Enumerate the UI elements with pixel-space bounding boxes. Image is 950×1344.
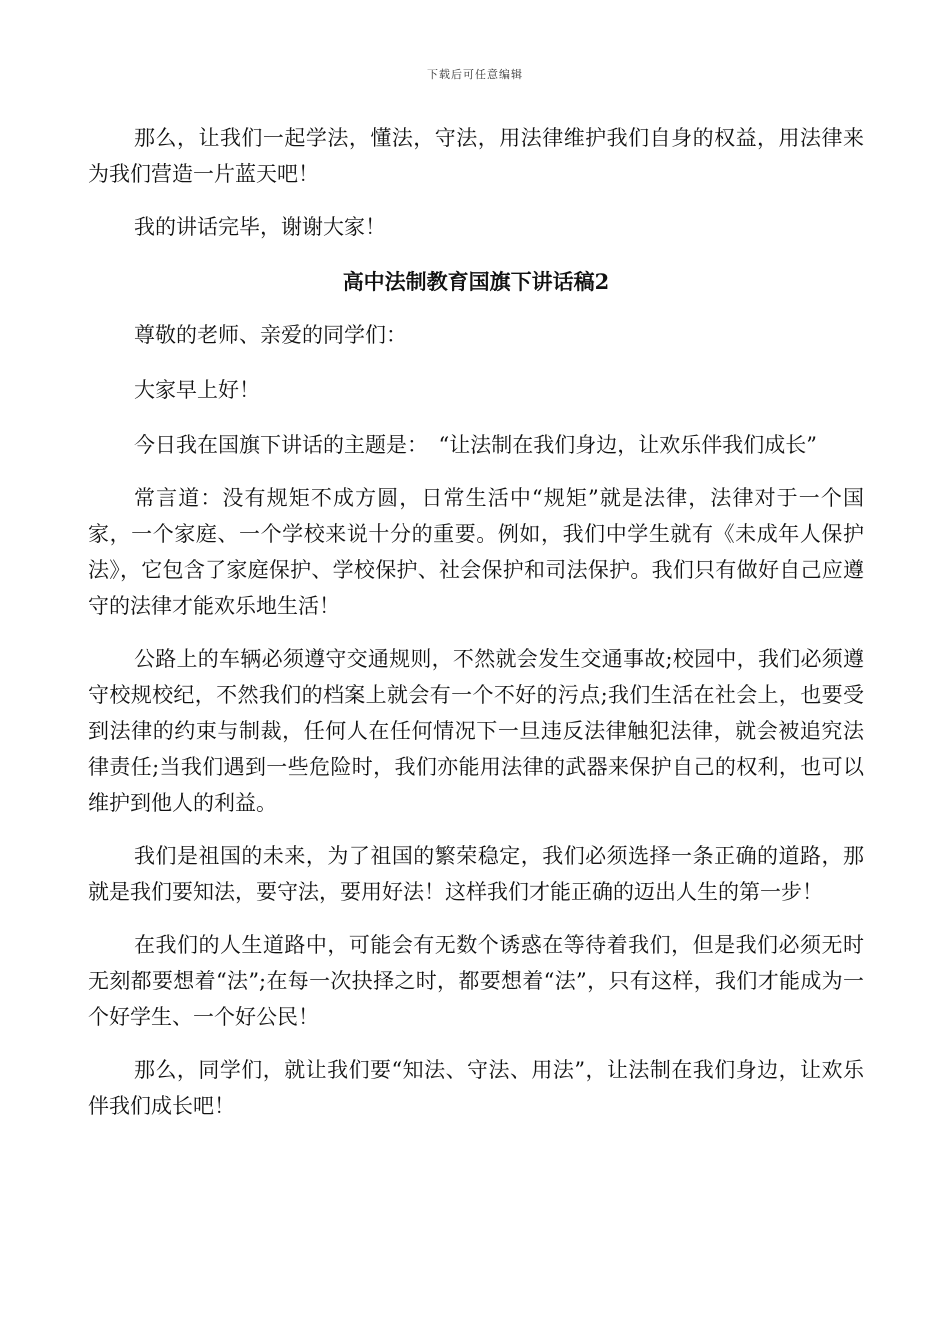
paragraph-conclusion: 那么，同学们，就让我们要“知法、守法、用法”，让法制在我们身边，让欢乐伴我们成长吧！ — [88, 1058, 864, 1118]
document-body — [88, 120, 864, 1141]
page-header: 下载后可任意编辑 — [427, 68, 523, 81]
paragraph-future: 我们是祖国的未来，为了祖国的繁荣稳定，我们必须选择一条正确的道路，那就是我们要知法，要守法，要用好法！这样我们才能正确的迈出人生的第一步！ — [88, 844, 864, 904]
paragraph-closing-thanks: 我的讲话完毕，谢谢大家！ — [134, 215, 386, 239]
paragraph-rules: 常言道：没有规矩不成方圆，日常生活中“规矩”就是法律，法律对于一个国家，一个家庭、一个学校来说十分的重要。例如，我们中学生就有《未成年人保护法》，它包含了家庭保护、学校保护、社会保护和司法保护。我们只有做好自己应遵守的法律才能欢乐地生活！ — [88, 486, 864, 618]
paragraph-traffic: 公路上的车辆必须遵守交通规则，不然就会发生交通事故;校园中，我们必须遵守校规校纪，不然我们的档案上就会有一个不好的污点;我们生活在社会上，也要受到法律的约束与制裁，任何人在任何情况下一旦违反法律触犯法律，就会被追究法律责任;当我们遇到一些危险时，我们亦能用法律的武器来保护自己的权利，也可以维护到他人的利益。 — [88, 647, 864, 815]
speech-title: 高中法制教育国旗下讲话稿2 — [342, 269, 610, 294]
paragraph-theme: 今日我在国旗下讲话的主题是： “让法制在我们身边，让欢乐伴我们成长” — [134, 433, 817, 457]
paragraph-morning: 大家早上好！ — [134, 378, 260, 402]
paragraph-temptation: 在我们的人生道路中，可能会有无数个诱惑在等待着我们，但是我们必须无时无刻都要想着“法”;在每一次抉择之时，都要想着“法”，只有这样，我们才能成为一个好学生、一个好公民！ — [88, 933, 864, 1029]
paragraph-greeting: 尊敬的老师、亲爱的同学们： — [134, 323, 407, 347]
paragraph-closing-appeal: 那么，让我们一起学法，懂法，守法，用法律维护我们自身的权益，用法律来为我们营造一片蓝天吧！ — [88, 126, 864, 186]
